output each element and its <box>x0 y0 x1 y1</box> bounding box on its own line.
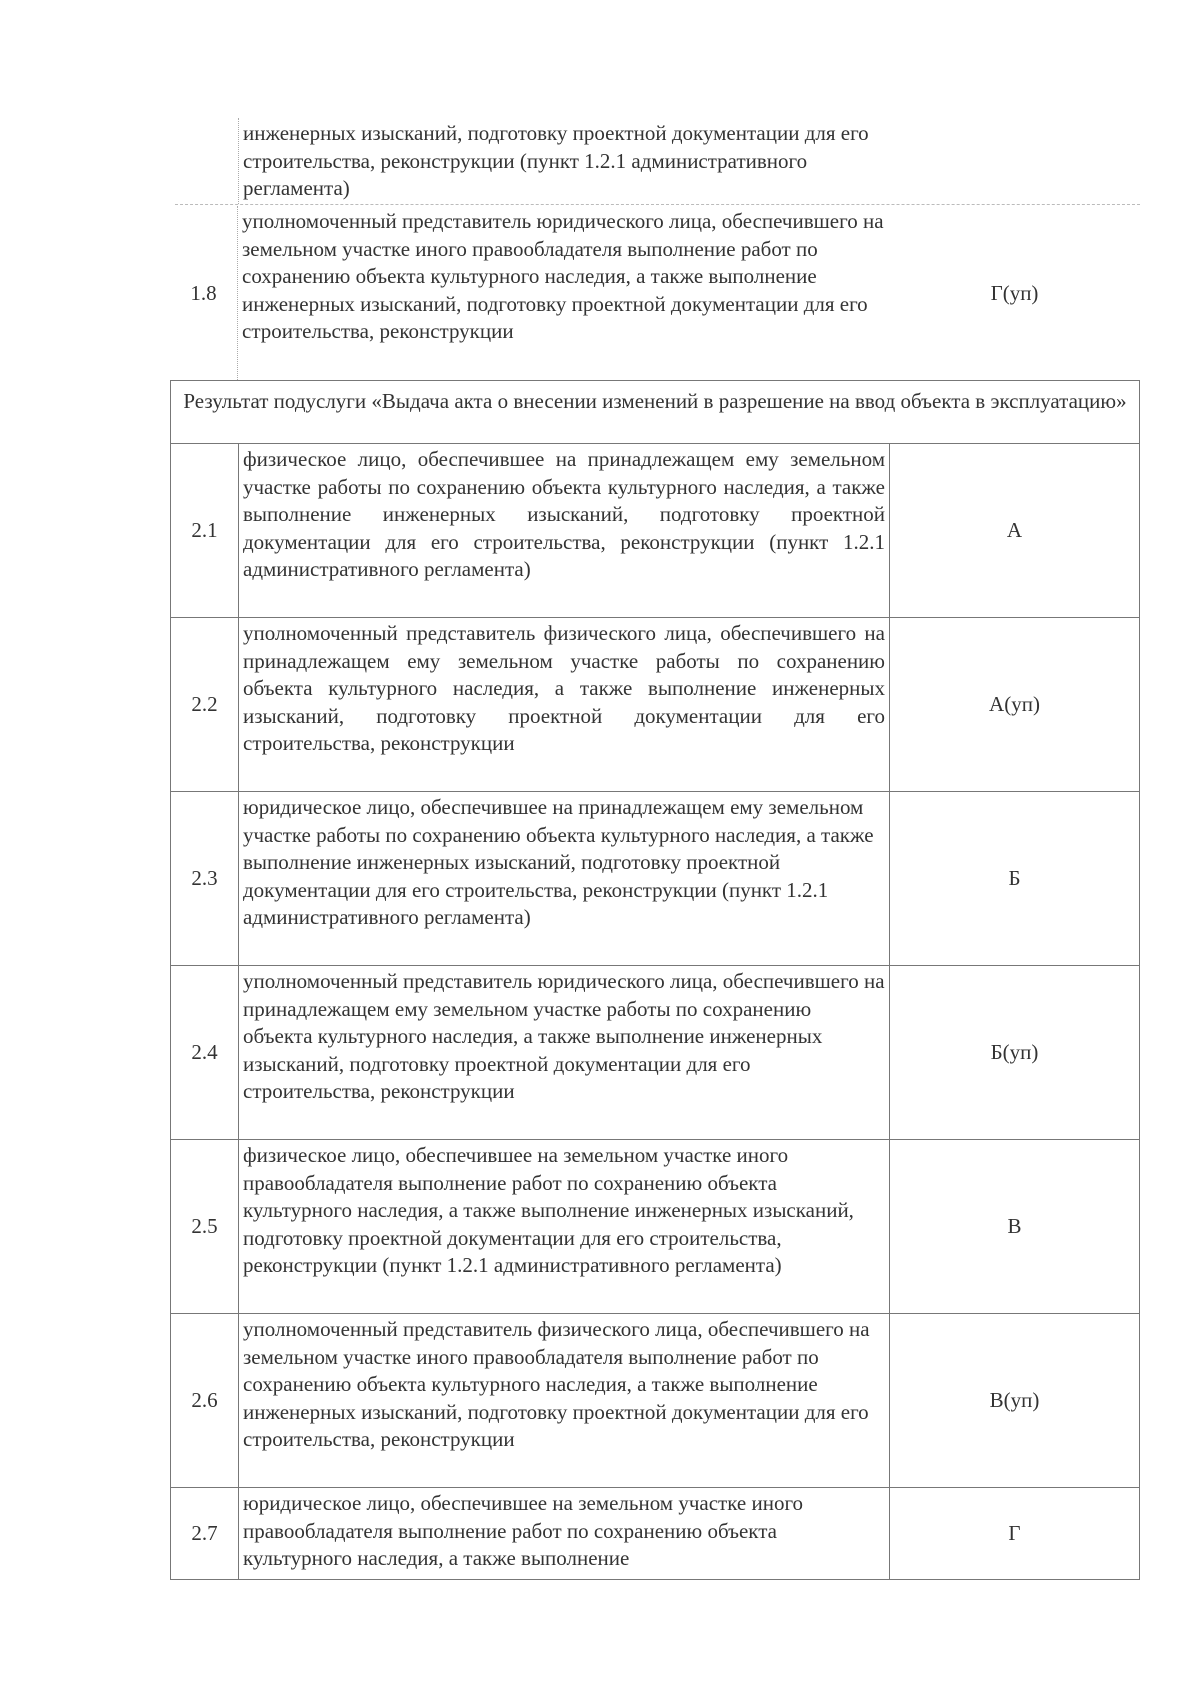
row-code: А(уп) <box>989 692 1040 716</box>
row-text: уполномоченный представитель физического лица, обеспечившего на принадлежащем ему земельном участке работы по сохранению объекта культурного наследия, а также выполнение инженерных изысканий, подготовку проектной документации для его строительства, реконструкции <box>239 618 890 791</box>
row-number: 2.2 <box>171 618 239 791</box>
row-text: уполномоченный представитель юридического лица, обеспечившего на земельном участке иного правообладателя выполнение работ по сохранению объекта культурного наследия, а также выполнение инженерных изысканий, подготовку проектной документации для его строительства, реконструкции <box>242 209 884 343</box>
table-row <box>170 966 1140 1140</box>
row-code: Б(уп) <box>990 1040 1039 1064</box>
table-row <box>170 1140 1140 1314</box>
row-number: 2.5 <box>171 1140 239 1313</box>
row-code: Г <box>1008 1521 1021 1545</box>
table-row <box>170 206 1140 380</box>
section-header <box>170 380 1140 444</box>
row-code: В <box>1007 1214 1022 1238</box>
row-number: 2.1 <box>171 444 239 617</box>
row-code: Б <box>1008 866 1021 890</box>
section-header-text: Результат подуслуги «Выдача акта о внесении изменений в разрешение на ввод объекта в эксплуатацию» <box>183 389 1127 413</box>
row-text: физическое лицо, обеспечившее на земельном участке иного правообладателя выполнение работ по сохранению объекта культурного наследия, а также выполнение инженерных изысканий, подготовку проектной документации для его строительства, реконструкции (пункт 1.2.1 административного регламента) <box>239 1140 890 1313</box>
row-text: уполномоченный представитель физического лица, обеспечившего на земельном участке иного правообладателя выполнение работ по сохранению объекта культурного наследия, а также выполнение инженерных изысканий, подготовку проектной документации для его строительства, реконструкции <box>239 1314 890 1487</box>
table-row <box>170 792 1140 966</box>
row-text: инженерных изысканий, подготовку проектной документации для его строительства, реконструкции (пункт 1.2.1 административного регламента) <box>238 118 878 204</box>
table-row <box>170 618 1140 792</box>
row-text: физическое лицо, обеспечившее на принадлежащем ему земельном участке работы по сохранению объекта культурного наследия, а также выполнение инженерных изысканий, подготовку проектной документации для его строительства, реконструкции (пункт 1.2.1 административного регламента) <box>239 444 890 617</box>
row-code: В(уп) <box>989 1388 1040 1412</box>
row-number: 2.3 <box>171 792 239 965</box>
row-number: 2.4 <box>171 966 239 1139</box>
row-text: юридическое лицо, обеспечившее на принадлежащем ему земельном участке работы по сохранению объекта культурного наследия, а также выполнение инженерных изысканий, подготовку проектной документации для его строительства, реконструкции (пункт 1.2.1 административного регламента) <box>239 792 890 965</box>
row-code: А <box>1006 518 1023 542</box>
row-code: Г(уп) <box>990 280 1039 305</box>
table-row <box>170 444 1140 618</box>
table-row <box>170 1488 1140 1580</box>
row-number: 2.6 <box>171 1314 239 1487</box>
row-text: уполномоченный представитель юридического лица, обеспечившего на принадлежащем ему земельном участке работы по сохранению объекта культурного наследия, а также выполнение инженерных изысканий, подготовку проектной документации для его строительства, реконструкции <box>239 966 890 1139</box>
table-row-continuation <box>170 118 1140 204</box>
row-text: юридическое лицо, обеспечившее на земельном участке иного правообладателя выполнение работ по сохранению объекта культурного наследия, а также выполнение <box>239 1488 890 1579</box>
row-number: 2.7 <box>171 1488 239 1579</box>
row-number: 1.8 <box>170 206 238 380</box>
table-row <box>170 1314 1140 1488</box>
